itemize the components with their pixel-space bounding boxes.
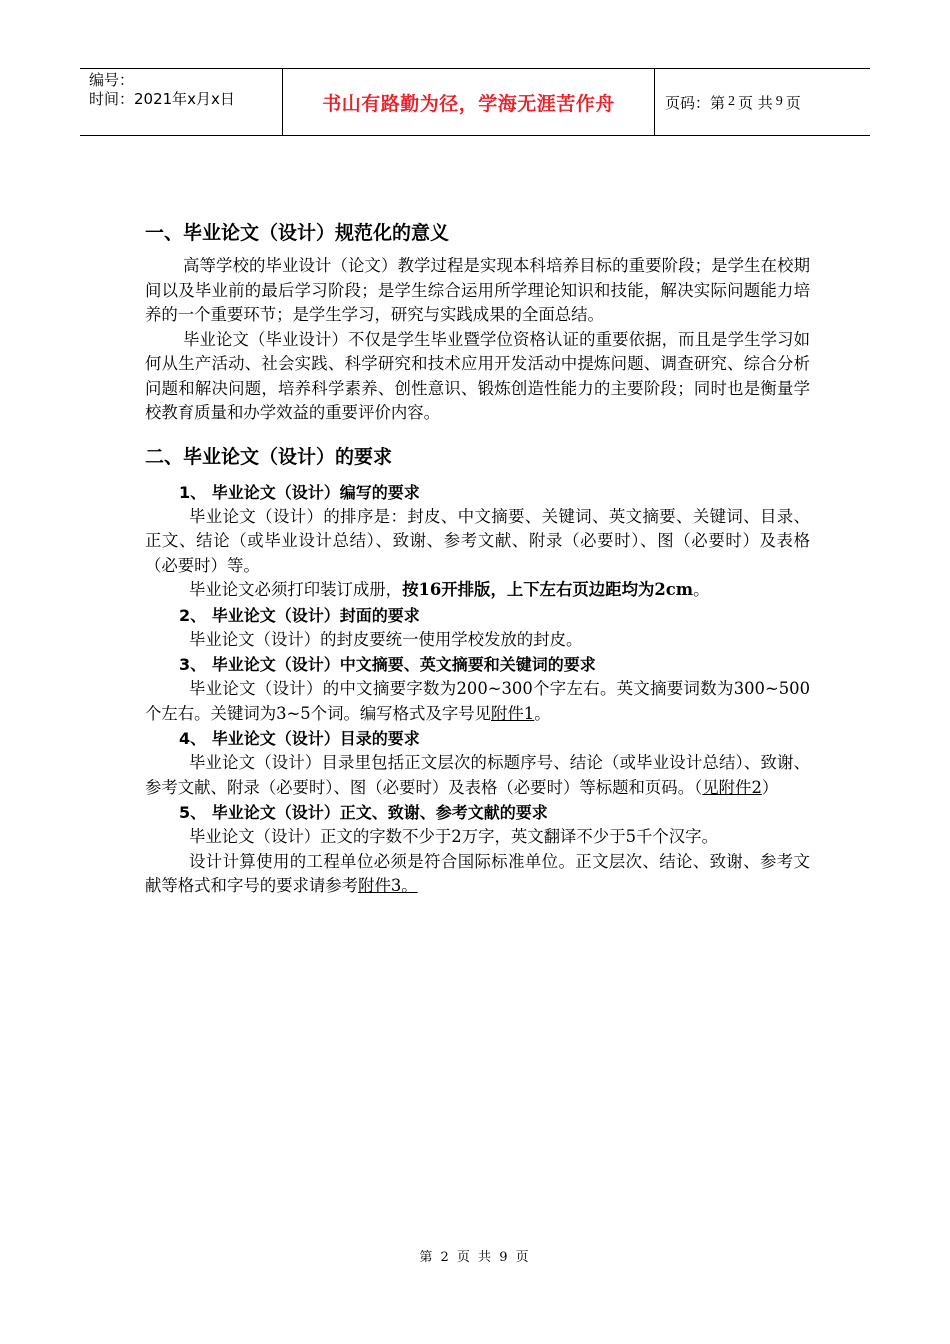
page-mid: 页 共 — [738, 93, 773, 112]
section-2-title: 二、毕业论文（设计）的要求 — [145, 445, 393, 468]
header-info-cell — [80, 69, 283, 135]
page-total: 9 — [775, 94, 783, 109]
subsection-5-paragraph-1: 毕业论文（设计）正文的字数不少于2万字，英文翻译不少于5千个汉字。 — [189, 827, 718, 846]
subsection-2-title: 2、 毕业论文（设计）封面的要求 — [179, 605, 420, 625]
subsection-5-paragraph-2 — [145, 850, 810, 899]
header-motto: 书山有路勤为径，学海无涯苦作舟 — [283, 69, 655, 135]
toc-text-end: ） — [761, 777, 779, 797]
margin-text-intro: 毕业论文必须打印装订成册， — [189, 580, 403, 599]
page-footer: 第 2 页 共 9 页 — [419, 1250, 531, 1265]
subsection-1-paragraph-1: 毕业论文（设计）的排序是：封皮、中文摘要、关键词、英文摘要、关键词、目录、正文、结论（或毕业设计总结）、致谢、参考文献、附录（必要时）、图（必要时）及表格（必要时）等。 — [145, 506, 810, 575]
subsection-1-paragraph-2 — [145, 578, 810, 603]
page-suffix: 页 — [785, 93, 801, 112]
attachment-2-link[interactable]: 见附件2 — [702, 777, 762, 797]
section-1-paragraph-1: 高等学校的毕业设计（论文）教学过程是实现本科培养目标的重要阶段；是学生在校期间以及毕业前的最后学习阶段；是学生综合运用所学理论知识和技能，解决实际问题能力培养的一个重要环节；是学生学习，研究与实践成果的全面总结。 — [145, 256, 810, 324]
attachment-1-link[interactable]: 附件1 — [491, 703, 535, 723]
margin-text-end: 。 — [693, 580, 710, 599]
margin-spec-bold: 按16开排版，上下左右页边距均为2cm — [402, 580, 694, 599]
page-prefix: 页码：第 — [665, 93, 726, 112]
document-number-label: 编号： — [89, 71, 135, 89]
toc-text: 毕业论文（设计）目录里包括正文层次的标题序号、结论（或毕业设计总结）、致谢、参考文献、附录（必要时）、图（必要时）及表格（必要时）等标题和页码。（ — [145, 753, 810, 797]
header-table — [80, 68, 870, 136]
subsection-4-paragraph-1 — [145, 751, 810, 800]
subsection-4-title: 4、 毕业论文（设计）目录的要求 — [179, 729, 420, 748]
abstract-text: 毕业论文（设计）的中文摘要字数为200~300个字左右。英文摘要词数为300~500个左右。关键词为3~5个词。编写格式及字号见 — [145, 679, 810, 723]
subsection-3-title: 3、 毕业论文（设计）中文摘要、英文摘要和关键词的要求 — [179, 655, 596, 674]
section-1-title: 一、毕业论文（设计）规范化的意义 — [145, 222, 450, 244]
subsection-2-paragraph-1: 毕业论文（设计）的封皮要统一使用学校发放的封皮。 — [189, 629, 583, 649]
document-body — [145, 218, 810, 899]
subsection-3-paragraph-1 — [145, 677, 810, 726]
header-page-info — [655, 69, 870, 135]
abstract-text-end: 。 — [534, 703, 551, 723]
attachment-3-link[interactable]: 附件3。 — [358, 876, 418, 895]
page-current: 2 — [728, 94, 736, 109]
subsection-1-title: 1、 毕业论文（设计）编写的要求 — [179, 482, 420, 502]
document-date-label: 时间：2021年x月x日 — [89, 90, 235, 108]
units-text: 设计计算使用的工程单位必须是符合国际标准单位。正文层次、结论、致谢、参考文献等格式和字号的要求请参考 — [145, 851, 810, 895]
subsection-5-title: 5、 毕业论文（设计）正文、致谢、参考文献的要求 — [179, 803, 548, 822]
section-1-paragraph-2: 毕业论文（毕业设计）不仅是学生毕业暨学位资格认证的重要依据，而且是学生学习如何从生产活动、社会实践、科学研究和技术应用开发活动中提炼问题、调查研究、综合分析问题和解决问题，培养科学素养、创性意识、锻炼创造性能力的主要阶段；同时也是衡量学校教育质量和办学效益的重要评价内容。 — [145, 329, 810, 422]
